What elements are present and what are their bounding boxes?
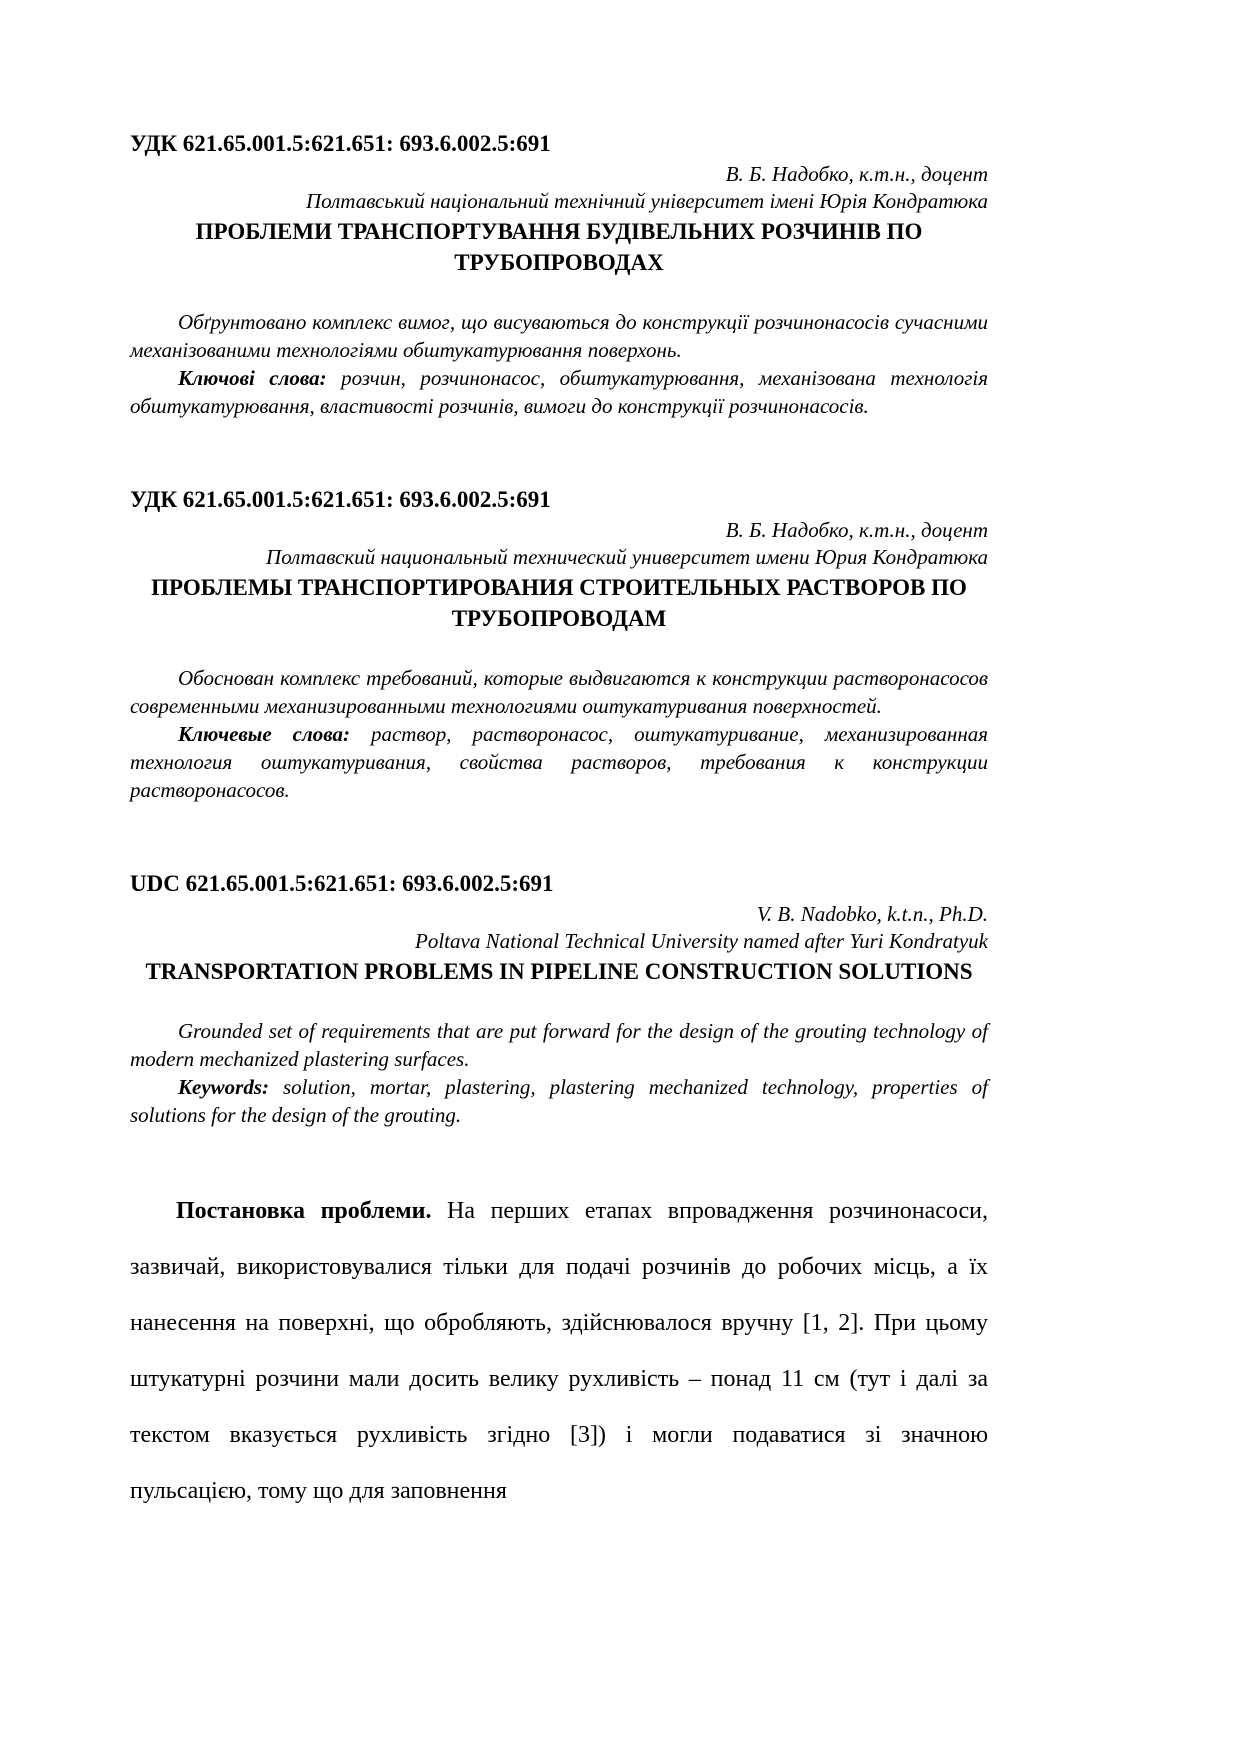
keywords-text-en: solution, mortar, plastering, plastering mechanized technology, properties of solutions for the design of the grouting. [130,1075,988,1127]
section-english [130,870,988,1129]
author-line-uk: В. Б. Надобко, к.т.н., доцент [725,162,988,186]
author-line-en: V. B. Nadobko, k.t.n., Ph.D. [756,902,988,926]
udc-code-en: UDC 621.65.001.5:621.651: 693.6.002.5:691 [130,871,554,896]
keywords-paragraph-uk [130,364,988,420]
keywords-label-ru: Ключевые слова: [178,722,350,746]
abstract-text-ru: Обоснован комплекс требований, которые выдвигаются к конструкции растворонасосов современными механизированными технологиями оштукатуривания поверхностей. [130,666,988,718]
institution-line-ru: Полтавский национальный технический университет имени Юрия Кондратюка [266,545,988,569]
keywords-paragraph-en [130,1073,988,1129]
keywords-label-uk: Ключові слова: [178,366,327,390]
author-line-ru: В. Б. Надобко, к.т.н., доцент [725,518,988,542]
abstract-text-uk: Обґрунтовано комплекс вимог, що висуваються до конструкції розчинонасосів сучасними механізованими технологіями обштукатурювання поверхонь. [130,310,988,362]
abstract-text-en: Grounded set of requirements that are put forward for the design of the grouting technology of modern mechanized plastering surfaces. [130,1019,988,1071]
article-title-en: TRANSPORTATION PROBLEMS IN PIPELINE CONSTRUCTION SOLUTIONS [145,959,973,984]
institution-line-uk: Полтавський національний технічний університет імені Юрія Кондратюка [305,189,988,213]
body-paragraph [130,1183,988,1519]
udc-code-ru: УДК 621.65.001.5:621.651: 693.6.002.5:691 [130,487,551,512]
section-ukrainian [130,130,988,420]
problem-statement-label: Постановка проблеми. [176,1198,432,1224]
article-title-ru: ПРОБЛЕМЫ ТРАНСПОРТИРОВАНИЯ СТРОИТЕЛЬНЫХ РАСТВОРОВ ПО ТРУБОПРОВОДАМ [151,575,967,631]
keywords-label-en: Keywords: [178,1075,269,1099]
keywords-text-uk: розчин, розчинонасос, обштукатурювання, механізована технологія обштукатурювання, властивості розчинів, вимоги до конструкції розчинонасосів. [130,366,988,418]
udc-code-uk: УДК 621.65.001.5:621.651: 693.6.002.5:691 [130,131,551,156]
institution-line-en: Poltava National Technical University named after Yuri Kondratyuk [415,929,988,953]
section-russian [130,486,988,804]
problem-statement-text: На перших етапах впровадження розчинонасоси, зазвичай, використовувалися тільки для подачі розчинів до робочих місць, а їх нанесення на поверхні, що обробляють, здійснювалося вручну [1, 2]. При цьому штукатурні розчини мали досить велику рухливість – понад 11 см (тут і далі за текстом вказується рухливість згідно [3]) і могли подаватися зі значною пульсацією, тому що для заповнення [130,1198,988,1504]
keywords-text-ru: раствор, растворонасос, оштукатуривание, механизированная технология оштукатуривания, свойства растворов, требования к конструкции растворонасосов. [130,722,988,802]
keywords-paragraph-ru [130,720,988,804]
article-title-uk: ПРОБЛЕМИ ТРАНСПОРТУВАННЯ БУДІВЕЛЬНИХ РОЗЧИНІВ ПО ТРУБОПРОВОДАХ [195,219,923,275]
